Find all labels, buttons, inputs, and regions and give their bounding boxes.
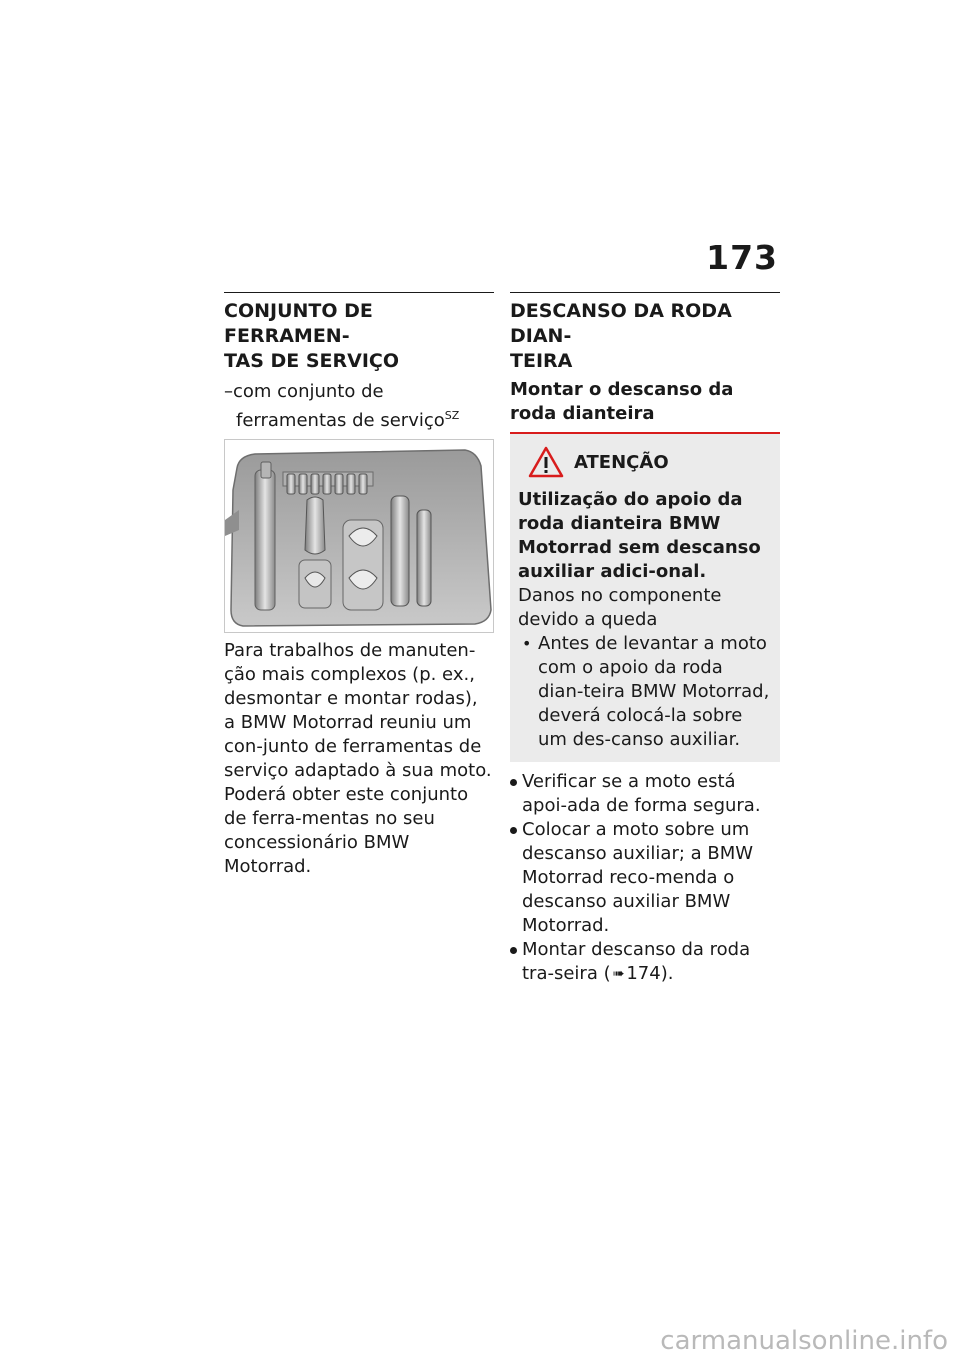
left-heading-rule [224, 292, 494, 293]
page-reference-arrow-icon: ➠ [612, 966, 625, 982]
dash-marker: – [224, 381, 233, 402]
tool-kit-option-text: com conjunto de ferramentas de serviço [233, 381, 445, 431]
warning-consequence: Danos no componente devido a queda [518, 585, 722, 630]
left-column [224, 292, 494, 879]
procedure-step: Colocar a moto sobre um descanso auxiliar; a BMW Motorrad reco-menda o descanso auxiliar BMW Motorrad. [510, 818, 780, 938]
procedure-step: Verificar se a moto está apoi-ada de forma segura. [510, 770, 780, 818]
page-reference-link[interactable]: 174 [626, 963, 661, 984]
mount-front-stand-subheading: Montar o descanso da roda dianteira [510, 379, 734, 424]
tool-kit-description: Para trabalhos de manuten-ção mais complexos (p. ex., desmontar e montar rodas), a BMW Motorrad reuniu um con-junto de ferramentas de serviço adaptado à sua moto. Poderá obter este conjunto de ferra-mentas no seu concessionário BMW Motorrad. [224, 640, 492, 877]
procedure-steps [510, 770, 780, 986]
front-stand-heading: DESCANSO DA RODA DIAN- TEIRA [510, 300, 732, 372]
warning-title: ATENÇÃO [574, 451, 669, 473]
watermark [0, 1326, 960, 1356]
warning-title-row [518, 446, 772, 478]
tool-kit-option-item [224, 380, 494, 433]
procedure-step-end: ). [660, 963, 674, 984]
option-code-superscript: SZ [444, 409, 460, 422]
tool-kit-image [224, 439, 494, 633]
tool-kit-heading: CONJUNTO DE FERRAMEN- TAS DE SERVIÇO [224, 300, 400, 372]
page-number: 173 [706, 238, 778, 277]
warning-action-item: • Antes de levantar a moto com o apoio da roda dian-teira BMW Motorrad, deverá colocá-la sobre um des-canso auxiliar. [518, 632, 772, 752]
warning-box [510, 432, 780, 762]
warning-triangle-icon [528, 446, 564, 478]
right-column [510, 292, 780, 986]
procedure-step-text: Montar descanso da roda tra-seira ( [522, 939, 751, 984]
right-heading-rule [510, 292, 780, 293]
warning-action-list [518, 632, 772, 752]
tool-kit-illustration [225, 440, 493, 632]
warning-heading: Utilização do apoio da roda dianteira BMW Motorrad sem descanso auxiliar adici-onal. [518, 489, 761, 582]
procedure-step [510, 938, 780, 986]
watermark-text: carmanualsonline.info [660, 1326, 948, 1356]
